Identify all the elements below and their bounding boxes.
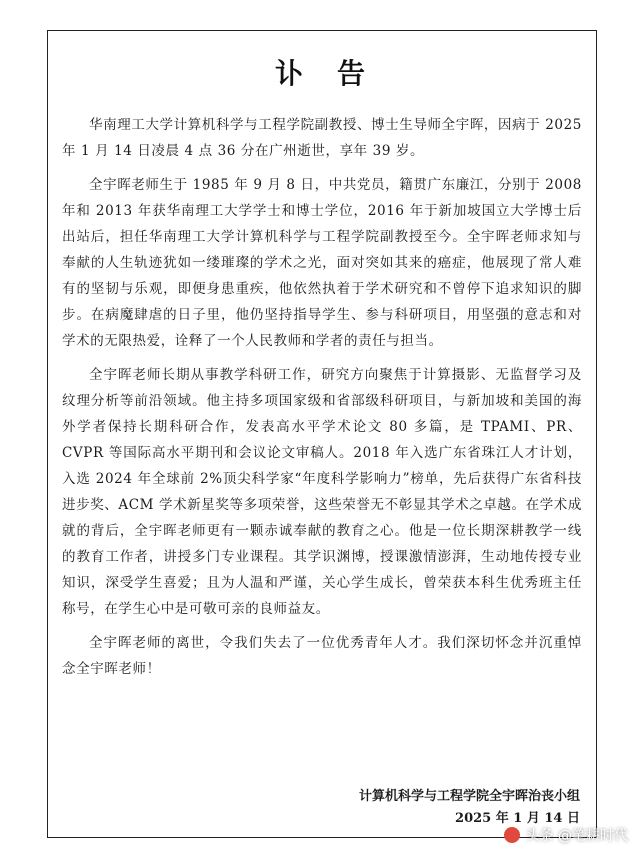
paragraph-4: 全宇晖老师的离世，令我们失去了一位优秀青年人才。我们深切怀念并沉重悼念全宇晖老师！	[62, 635, 582, 677]
paragraph-1: 华南理工大学计算机科学与工程学院副教授、博士生导师全宇晖，因病于 2025 年 1 月 14 日凌晨 4 点 36 分在广州逝世，享年 39 岁。	[62, 117, 582, 159]
signature-date: 2025 年 1 月 14 日	[455, 811, 580, 826]
notice-body	[62, 112, 582, 690]
paragraph-2: 全宇晖老师生于 1985 年 9 月 8 日，中共党员，籍贯广东廉江，分别于 2008 年和 2013 年获华南理工大学学士和博士学位，2016 年于新加坡国立大学博士后出站后，担任华南理工大学计算机科学与工程学院副教授至今。全宇晖老师求知与奉献的人生轨迹犹如一缕璀璨的学术之光，面对突如其来的癌症，他展现了常人难有的坚韧与乐观，即便身患重疾，他依然执着于学术研究和不曾停下追求知识的脚步。在病魔肆虐的日子里，他仍坚持指导学生、参与科研项目，用坚强的意志和对学术的无限热爱，诠释了一个人民教师和学者的责任与担当。	[62, 177, 582, 349]
watermark	[504, 825, 628, 845]
signature-block	[359, 786, 580, 830]
notice-title: 讣告	[274, 57, 399, 90]
watermark-text: 头条 @笔耕时代	[525, 828, 628, 844]
paragraph-3: 全宇晖老师长期从事教学科研工作，研究方向聚焦于计算摄影、无监督学习及纹理分析等前沿领域。他主持多项国家级和省部级科研项目，与新加坡和美国的海外学者保持长期科研合作，发表高水平学术论文 80 多篇，是 TPAMI、PR、CVPR 等国际高水平期刊和会议论文审稿人。2018 年入选广东省珠江人才计划，入选 2024 年全球前 2%顶尖科学家“年度科学影响力”榜单，先后获得广东省科技进步奖、ACM 学术新星奖等多项荣誉，这些荣誉无不彰显其学术之卓越。在学术成就的背后，全宇晖老师更有一颗赤诚奉献的教育之心。他是一位长期深耕教学一线的教育工作者，讲授多门专业课程。其学识渊博，授课激情澎湃，生动地传授专业知识，深受学生喜爱；且为人温和严谨，关心学生成长，曾荣获本科生优秀班主任称号，在学生心中是可敬可亲的良师益友。	[62, 367, 582, 617]
signature-org: 计算机科学与工程学院全宇晖治丧小组	[358, 789, 580, 804]
brand-logo-icon	[504, 827, 520, 843]
